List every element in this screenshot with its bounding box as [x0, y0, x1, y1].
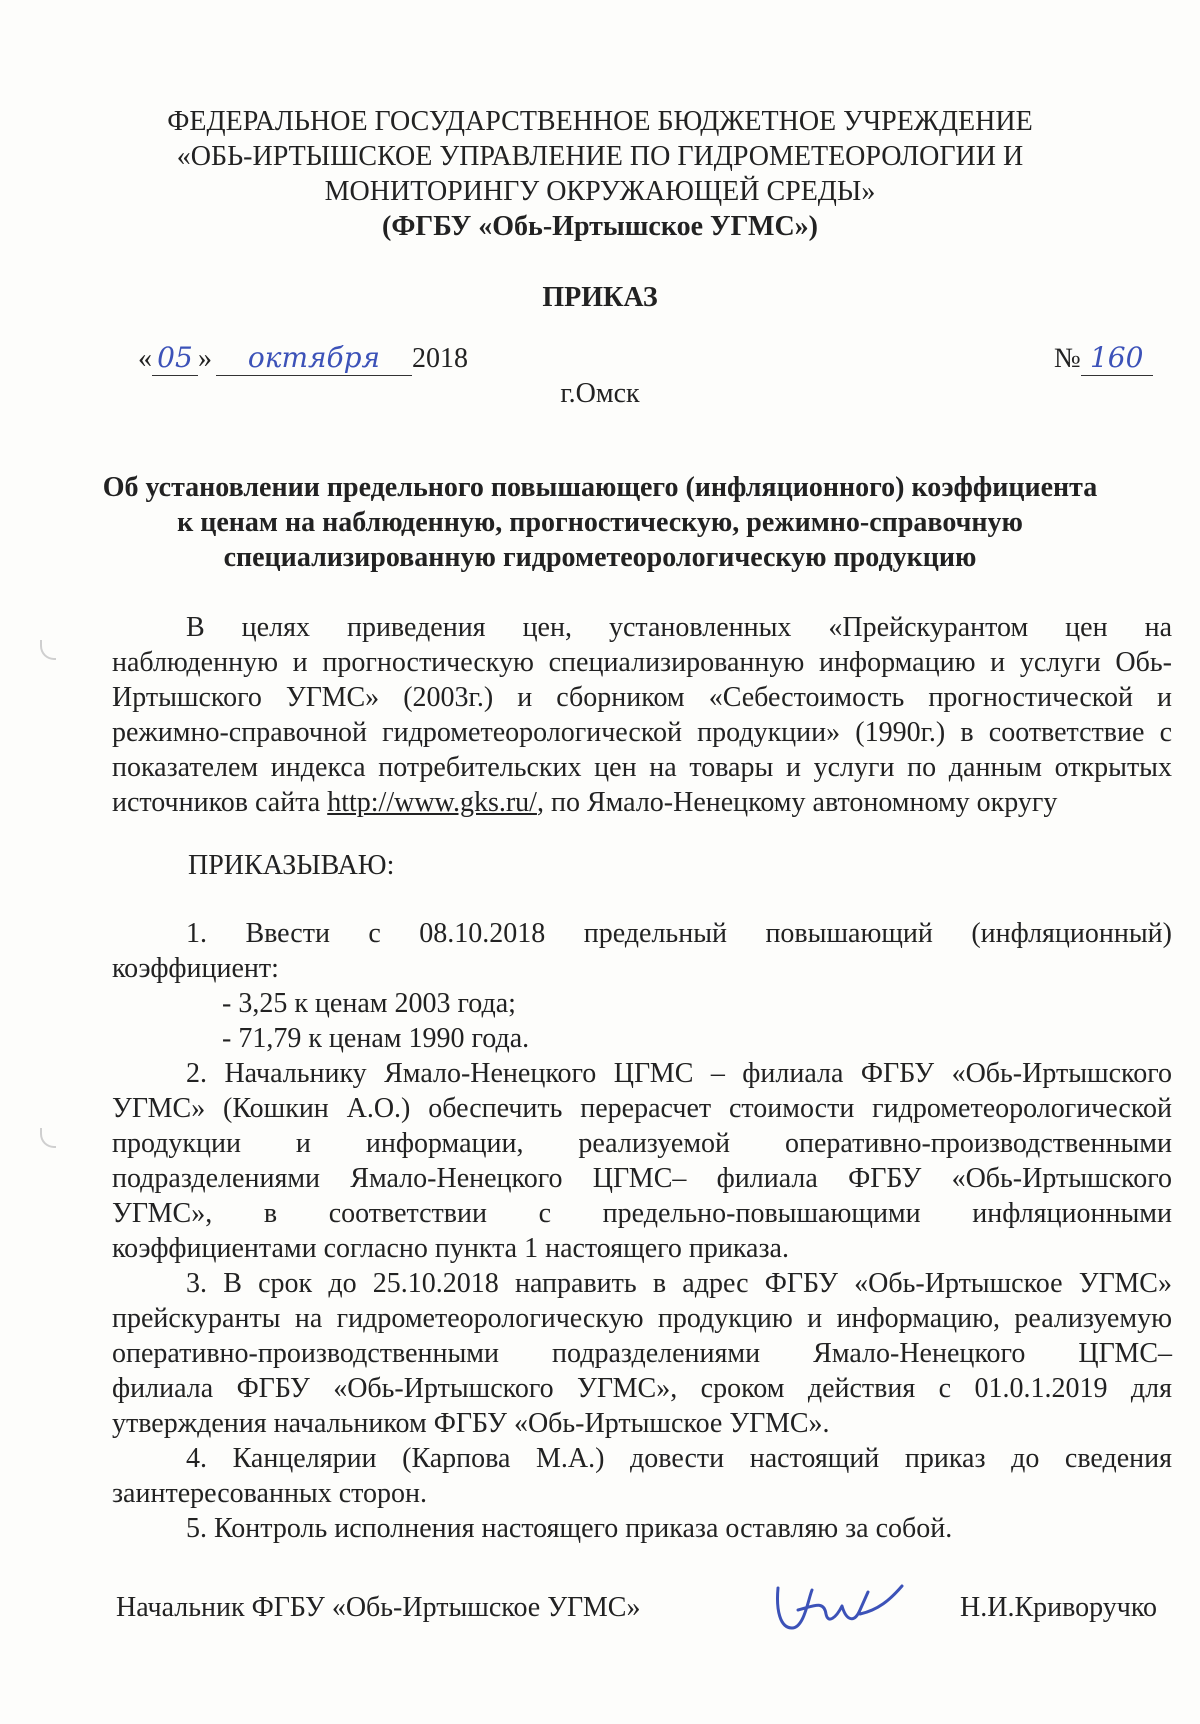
- order-title: Об установлении предельного повышающего (инфляционного) коэффициента к ценам на наблюденную, прогностическую, режимно-справочную специализированную гидрометеорологическую продукцию: [102, 472, 1098, 573]
- item-5: 5. Контроль исполнения настоящего приказа оставляю за собой.: [186, 1513, 953, 1544]
- preamble: В целях приведения цен, установленных «Прейскурантом цен на наблюденную и прогностическую специализированную информацию и услуги Обь- Иртышского УГМС» (2003г.) и сборником «Себестоимость прогностической и режимно-справочной гидрометеорологической продукции» (1990г.) в соответствие с показателем индекса потребительских цен на товары и услуги по данным открытых источников сайта http://www.gks.ru/, по Ямало-Ненецкому автономному округу: [112, 612, 1172, 818]
- date-month: октября: [216, 340, 412, 376]
- signatory-position: Начальник ФГБУ «Обь-Иртышское УГМС»: [116, 1592, 641, 1623]
- order-items: 1. Ввести с 08.10.2018 предельный повышающий (инфляционный) коэффициент: - 3,25 к ценам 2003 года; - 71,79 к ценам 1990 года. 2. Начальнику Ямало-Ненецкого ЦГМС – филиала ФГБУ «Обь-Иртышского УГМС» (Кошкин А.О.) обеспечить перерасчет стоимости гидрометеорологической продукции и информации, реализуемой оперативно-производственными подразделениями Ямало-Ненецкого ЦГМС– филиала ФГБУ «Обь-Иртышского УГМС», в соответствии с предельно-повышающими инфляционными коэффициентами согласно пункта 1 настоящего приказа. 3. В срок до 25.10.2018 направить в адрес ФГБУ «Обь-Иртышское УГМС» прейскуранты на гидрометеорологическую продукцию и информацию, реализуемую оперативно-производственными подразделениями Ямало-Ненецкого ЦГМС– филиала ФГБУ «Обь-Иртышского УГМС», сроком действия с 01.0.1.2019 для утверждения начальником ФГБУ «Обь-Иртышское УГМС». 4. Канцелярии (Карпова М.А.) довести настоящий приказ до сведения заинтересованных сторон. 5. Контроль исполнения настоящего приказа оставляю за собой.: [112, 918, 1172, 1544]
- margin-mark: [40, 640, 56, 660]
- handwritten-signature: [768, 1570, 908, 1640]
- org-line-1: ФЕДЕРАЛЬНОЕ ГОСУДАРСТВЕННОЕ БЮДЖЕТНОЕ УЧРЕЖДЕНИЕ: [167, 106, 1033, 137]
- org-line-2: «ОБЬ-ИРТЫШСКОЕ УПРАВЛЕНИЕ ПО ГИДРОМЕТЕОРОЛОГИИ И: [176, 141, 1024, 172]
- org-header: [0, 104, 1200, 244]
- item-1: 1. Ввести с 08.10.2018 предельный повышающий (инфляционный): [186, 918, 1172, 949]
- order-number: [1054, 340, 1153, 376]
- org-short-name: (ФГБУ «Обь-Иртышское УГМС»): [382, 211, 818, 242]
- number-label: №: [1054, 343, 1081, 374]
- signatory-name: Н.И.Криворучко: [960, 1592, 1158, 1623]
- item-4: 4. Канцелярии (Карпова М.А.) довести настоящий приказ до сведения: [186, 1443, 1172, 1474]
- date-day: 05: [152, 340, 198, 376]
- item-1-sub-1: - 3,25 к ценам 2003 года;: [222, 988, 516, 1019]
- doc-type: ПРИКАЗ: [542, 282, 658, 313]
- org-line-3: МОНИТОРИНГУ ОКРУЖАЮЩЕЙ СРЕДЫ»: [324, 176, 876, 207]
- gks-link[interactable]: http://www.gks.ru/: [327, 787, 537, 818]
- margin-mark: [40, 1128, 56, 1148]
- item-1-sub-2: - 71,79 к ценам 1990 года.: [222, 1023, 530, 1054]
- item-2: 2. Начальнику Ямало-Ненецкого ЦГМС – филиала ФГБУ «Обь-Иртышского: [186, 1058, 1172, 1089]
- order-date: « 05 » октября 2018: [138, 341, 468, 374]
- number-value: 160: [1081, 340, 1153, 376]
- date-year: 2018: [412, 343, 468, 374]
- order-word: ПРИКАЗЫВАЮ:: [188, 850, 395, 881]
- item-3: 3. В срок до 25.10.2018 направить в адрес ФГБУ «Обь-Иртышское УГМС»: [186, 1268, 1172, 1299]
- city: г.Омск: [560, 378, 640, 409]
